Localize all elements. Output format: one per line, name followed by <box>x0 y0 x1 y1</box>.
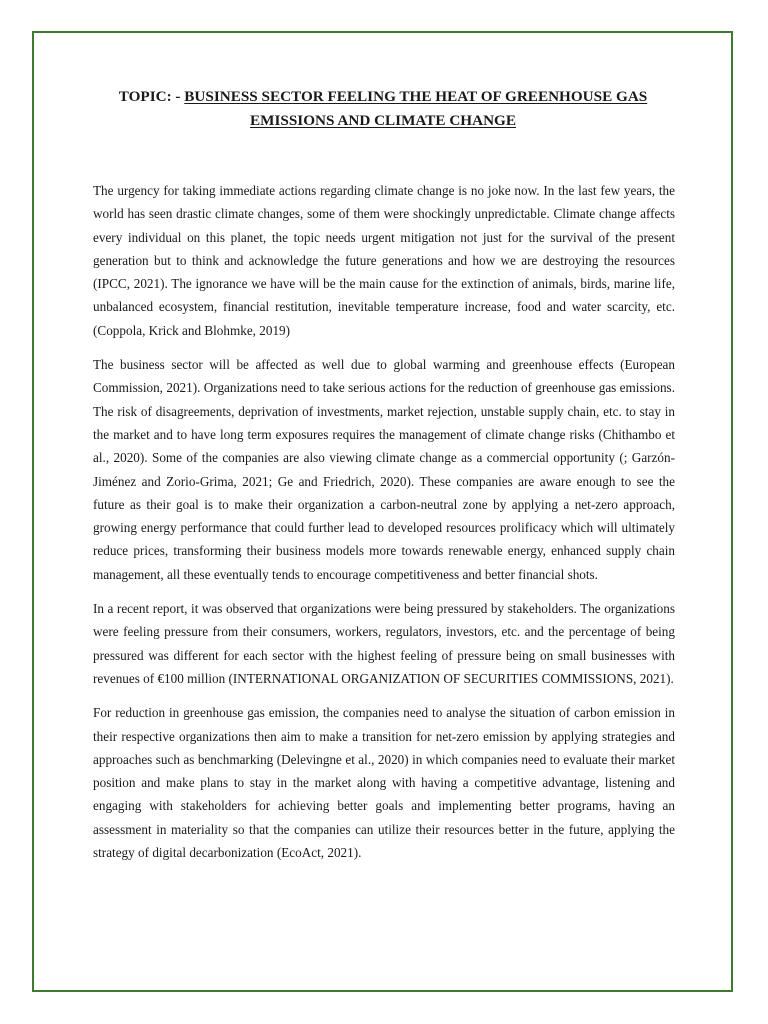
paragraph-4: For reduction in greenhouse gas emission, the companies need to analyse the situation of carbon emission in their respective organizations then aim to make a transition for net-zero emission by applying strategies and approaches such as benchmarking (Delevingne et al., 2020) in which companies need to evaluate their market position and make plans to stay in the market along with having a competitive advantage, listening and engaging with stakeholders for achieving better goals and implementing better programs, having an assessment in materiality so that the companies can utilize their resources better in the future, applying the strategy of digital decarbonization (EcoAct, 2021). <box>93 705 675 861</box>
title-prefix: TOPIC: - <box>118 88 185 105</box>
title-line-1: BUSINESS SECTOR FEELING THE HEAT OF GREENHOUSE GAS <box>184 88 648 105</box>
document-body <box>93 179 675 875</box>
paragraph-2: The business sector will be affected as well due to global warming and greenhouse effects (European Commission, 2021). Organizations need to take serious actions for the reduction of greenhouse gas emissions. The risk of disagreements, deprivation of investments, market rejection, unstable supply chain, etc. to stay in the market and to have long term exposures requires the management of climate change risks (Chithambo et al., 2020). Some of the companies are also viewing climate change as a commercial opportunity (; Garzón-Jiménez and Zorio-Grima, 2021; Ge and Friedrich, 2020). These companies are aware enough to see the future as their goal is to make their organization a carbon-neutral zone by applying a net-zero approach, growing energy performance that could further lead to developed resources prolificacy which will ultimately reduce prices, transforming their business models more towards renewable energy, enhanced supply chain management, all these eventually tends to encourage competitiveness and better financial shots. <box>93 357 675 582</box>
title-line-2: EMISSIONS AND CLIMATE CHANGE <box>250 112 516 129</box>
document-title <box>60 85 706 133</box>
paragraph-1: The urgency for taking immediate actions regarding climate change is no joke now. In the last few years, the world has seen drastic climate changes, some of them were shockingly unpredictable. Climate change affects every individual on this planet, the topic needs urgent mitigation not just for the survival of the present generation but to think and acknowledge the future generations and how we are destroying the resources (IPCC, 2021). The ignorance we have will be the main cause for the extinction of animals, birds, marine life, unbalanced ecosystem, financial restitution, inevitable temperature increase, food and water scarcity, etc. (Coppola, Krick and Blohmke, 2019) <box>93 183 675 338</box>
paragraph-3: In a recent report, it was observed that organizations were being pressured by stakeholders. The organizations were feeling pressure from their consumers, workers, regulators, investors, etc. and the percentage of being pressured was different for each sector with the highest feeling of pressure being on small businesses with revenues of €100 million (INTERNATIONAL ORGANIZATION OF SECURITIES COMMISSIONS, 2021). <box>93 601 675 686</box>
